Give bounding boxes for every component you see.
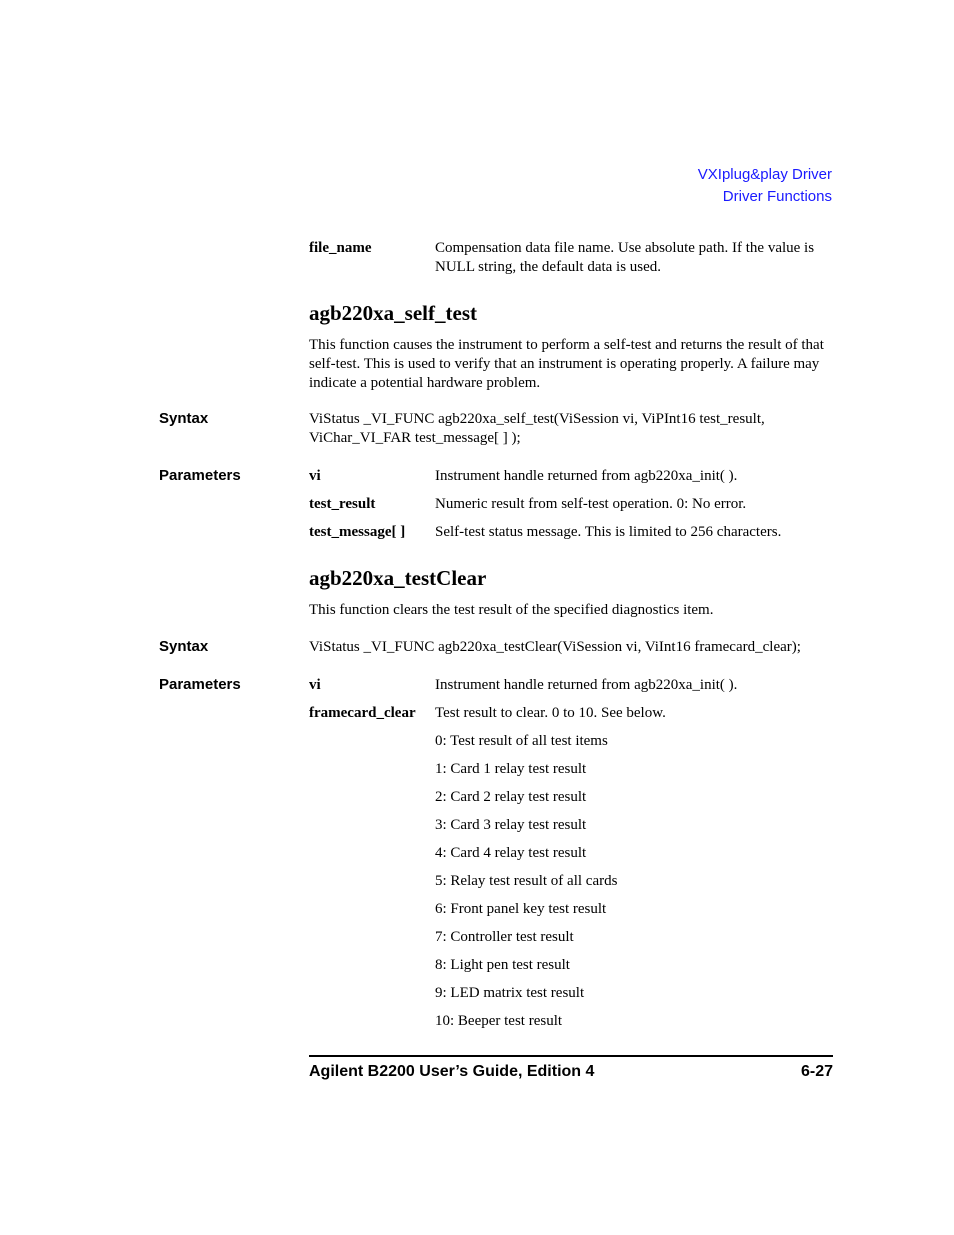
footer-rule bbox=[309, 1055, 833, 1057]
footer-title: Agilent B2200 User’s Guide, Edition 4 bbox=[309, 1063, 595, 1080]
function-title-self-test: agb220xa_self_test bbox=[309, 301, 477, 325]
param-name-test-result: test_result bbox=[309, 496, 376, 512]
param-name-file-name: file_name bbox=[309, 240, 372, 256]
parameters-label: Parameters bbox=[159, 676, 241, 693]
running-header-section: VXIplug&play Driver bbox=[697, 166, 832, 183]
test-clear-syntax: ViStatus _VI_FUNC agb220xa_testClear(ViSession vi, ViInt16 framecard_clear); bbox=[309, 639, 801, 655]
param-desc-vi: Instrument handle returned from agb220xa_init( ). bbox=[435, 468, 738, 484]
parameters-label: Parameters bbox=[159, 467, 241, 484]
page-number: 6-27 bbox=[800, 1063, 833, 1080]
value-item: 2: Card 2 relay test result bbox=[435, 789, 587, 805]
value-item: 3: Card 3 relay test result bbox=[435, 817, 587, 833]
param-desc-test-message: Self-test status message. This is limited to 256 characters. bbox=[435, 524, 782, 540]
param-desc-vi: Instrument handle returned from agb220xa_init( ). bbox=[435, 677, 738, 693]
function-title-test-clear: agb220xa_testClear bbox=[309, 566, 487, 590]
param-desc-framecard-clear: Test result to clear. 0 to 10. See below. bbox=[435, 705, 666, 721]
param-desc-test-result: Numeric result from self-test operation. 0: No error. bbox=[435, 496, 747, 512]
value-item: 9: LED matrix test result bbox=[435, 985, 585, 1001]
self-test-intro: This function causes the instrument to perform a self-test and returns the result of that self-test. This is used to verify that an instrument is operating properly. A failure may indicate a potential hardware problem. bbox=[309, 337, 824, 391]
param-desc-file-name: Compensation data file name. Use absolute path. If the value is NULL string, the default data is used. bbox=[435, 240, 815, 275]
syntax-label: Syntax bbox=[159, 410, 209, 427]
value-item: 5: Relay test result of all cards bbox=[435, 873, 618, 889]
value-item: 1: Card 1 relay test result bbox=[435, 761, 587, 777]
param-name-framecard-clear: framecard_clear bbox=[309, 705, 416, 721]
value-item: 8: Light pen test result bbox=[435, 957, 570, 973]
value-item: 10: Beeper test result bbox=[435, 1013, 563, 1029]
param-name-test-message: test_message[ ] bbox=[309, 524, 406, 540]
param-name-vi: vi bbox=[309, 468, 321, 484]
value-item: 7: Controller test result bbox=[435, 929, 574, 945]
test-clear-intro: This function clears the test result of the specified diagnostics item. bbox=[309, 602, 714, 618]
value-item: 0: Test result of all test items bbox=[435, 733, 608, 749]
value-item: 4: Card 4 relay test result bbox=[435, 845, 587, 861]
syntax-label: Syntax bbox=[159, 638, 209, 655]
running-header-subsection: Driver Functions bbox=[722, 188, 832, 205]
value-item: 6: Front panel key test result bbox=[435, 901, 607, 917]
param-name-vi: vi bbox=[309, 677, 321, 693]
self-test-syntax: ViStatus _VI_FUNC agb220xa_self_test(ViSession vi, ViPInt16 test_result, ViChar_VI_FAR test_message[ ] ); bbox=[309, 411, 765, 446]
